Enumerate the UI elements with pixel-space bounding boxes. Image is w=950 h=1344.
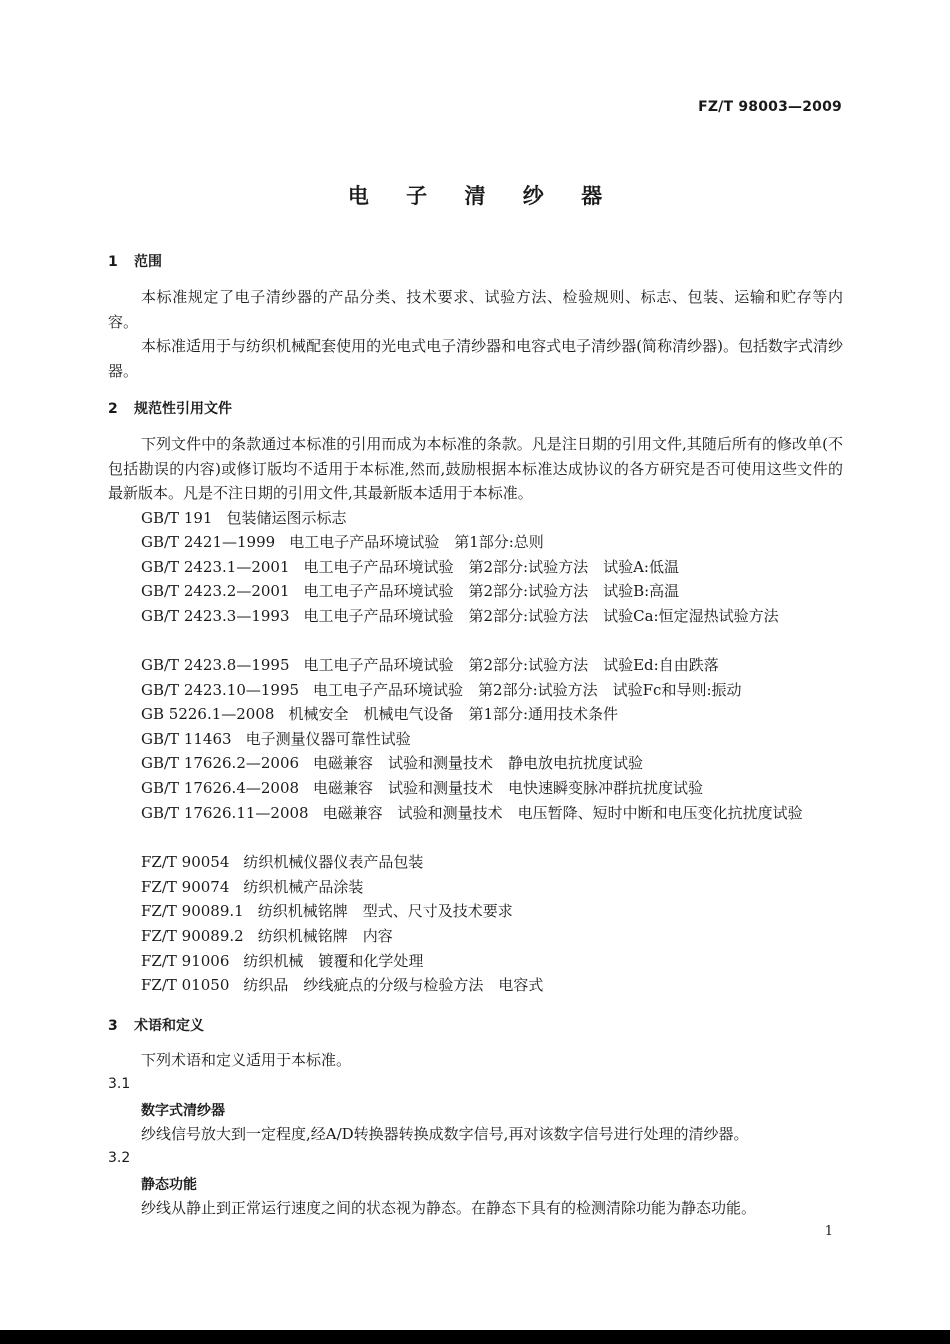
reference-item: [108, 973, 843, 998]
reference-item: [108, 702, 843, 727]
term-name: 静态功能: [141, 1177, 197, 1193]
reference-item: [108, 604, 843, 629]
reference-code: GB/T 11463: [141, 730, 232, 748]
reference-code: FZ/T 90089.1: [141, 902, 244, 920]
section-3-heading: [108, 1015, 204, 1035]
reference-title: 电磁兼容 试验和测量技术 静电放电抗扰度试验: [313, 754, 644, 772]
terms-intro: 下列术语和定义适用于本标准。: [141, 1051, 352, 1069]
reference-item: [108, 555, 843, 580]
reference-code: FZ/T 01050: [141, 976, 230, 994]
reference-item: [108, 949, 843, 974]
reference-title: 机械安全 机械电气设备 第1部分:通用技术条件: [288, 705, 619, 723]
reference-code: GB/T 2423.2—2001: [141, 582, 290, 600]
reference-item: [108, 653, 843, 678]
term-number: 3.1: [108, 1076, 131, 1092]
bottom-border: [0, 1330, 950, 1344]
reference-code: FZ/T 90054: [141, 853, 230, 871]
reference-title: 电工电子产品环境试验 第1部分:总则: [289, 533, 544, 551]
reference-item: [108, 506, 843, 531]
section-number: 1: [108, 254, 118, 270]
reference-code: GB/T 17626.11—2008: [141, 804, 309, 822]
reference-item: [108, 801, 843, 826]
reference-item: [108, 776, 843, 801]
reference-code: GB/T 2423.8—1995: [141, 656, 290, 674]
reference-title: 纺织品 纱线疵点的分级与检验方法 电容式: [243, 976, 544, 994]
reference-item: [108, 727, 843, 752]
reference-item: [108, 678, 843, 703]
reference-item: [108, 875, 843, 900]
reference-code: GB 5226.1—2008: [141, 705, 275, 723]
reference-title: 纺织机械产品涂装: [243, 878, 364, 896]
reference-code: GB/T 191: [141, 509, 213, 527]
section-1-heading: [108, 251, 162, 271]
reference-title: 电工电子产品环境试验 第2部分:试验方法 试验Ca:恒定湿热试验方法: [303, 607, 779, 625]
section-title: 术语和定义: [134, 1018, 204, 1034]
scope-paragraph-2: 本标准适用于与纺织机械配套使用的光电式电子清纱器和电容式电子清纱器(简称清纱器)。包括数字式清纱器。: [108, 337, 843, 380]
scope-paragraph-1: 本标准规定了电子清纱器的产品分类、技术要求、试验方法、检验规则、标志、包装、运输和贮存等内容。: [108, 288, 843, 331]
reference-code: FZ/T 90074: [141, 878, 230, 896]
reference-item: [108, 850, 843, 875]
section-2-heading: [108, 398, 232, 418]
section-title: 规范性引用文件: [134, 401, 232, 417]
reference-title: 电磁兼容 试验和测量技术 电快速瞬变脉冲群抗扰度试验: [313, 779, 704, 797]
reference-title: 电工电子产品环境试验 第2部分:试验方法 试验B:高温: [303, 582, 680, 600]
reference-code: GB/T 17626.2—2006: [141, 754, 300, 772]
standard-number: FZ/T 98003—2009: [698, 99, 842, 115]
reference-title: 纺织机械铭牌 内容: [257, 927, 393, 945]
section-number: 3: [108, 1018, 118, 1034]
reference-item: [108, 751, 843, 776]
reference-code: FZ/T 91006: [141, 952, 230, 970]
normative-intro: 下列文件中的条款通过本标准的引用而成为本标准的条款。凡是注日期的引用文件,其随后所有的修改单(不包括勘误的内容)或修订版均不适用于本标准,然而,鼓励根据本标准达成协议的各方研究是否可使用这些文件的最新版本。凡是不注日期的引用文件,其最新版本适用于本标准。: [108, 435, 843, 502]
reference-title: 纺织机械铭牌 型式、尺寸及技术要求: [257, 902, 513, 920]
reference-title: 电工电子产品环境试验 第2部分:试验方法 试验Fc和导则:振动: [313, 681, 742, 699]
reference-code: GB/T 2423.3—1993: [141, 607, 290, 625]
section-number: 2: [108, 401, 118, 417]
term-name: 数字式清纱器: [141, 1103, 225, 1119]
reference-code: GB/T 2423.1—2001: [141, 558, 290, 576]
reference-item: [108, 924, 843, 949]
term-number: 3.2: [108, 1150, 131, 1166]
reference-title: 电子测量仪器可靠性试验: [245, 730, 411, 748]
reference-title: 电磁兼容 试验和测量技术 电压暂降、短时中断和电压变化抗扰度试验: [322, 804, 803, 822]
term-definition: 纱线从静止到正常运行速度之间的状态视为静态。在静态下具有的检测清除功能为静态功能。: [141, 1199, 757, 1217]
reference-item: [108, 579, 843, 604]
reference-code: GB/T 2423.10—1995: [141, 681, 300, 699]
reference-code: FZ/T 90089.2: [141, 927, 244, 945]
document-title: 电 子 清 纱 器: [347, 184, 618, 208]
reference-code: GB/T 2421—1999: [141, 533, 276, 551]
reference-title: 电工电子产品环境试验 第2部分:试验方法 试验A:低温: [303, 558, 679, 576]
page-number: 1: [824, 1224, 833, 1239]
reference-title: 电工电子产品环境试验 第2部分:试验方法 试验Ed:自由跌落: [303, 656, 719, 674]
reference-title: 纺织机械 镀覆和化学处理: [243, 952, 424, 970]
reference-item: [108, 899, 843, 924]
reference-item: [108, 530, 843, 555]
term-definition: 纱线信号放大到一定程度,经A/D转换器转换成数字信号,再对该数字信号进行处理的清纱器。: [141, 1125, 749, 1143]
reference-title: 纺织机械仪器仪表产品包装: [243, 853, 424, 871]
reference-title: 包装储运图示标志: [226, 509, 347, 527]
reference-code: GB/T 17626.4—2008: [141, 779, 300, 797]
section-title: 范围: [134, 254, 162, 270]
